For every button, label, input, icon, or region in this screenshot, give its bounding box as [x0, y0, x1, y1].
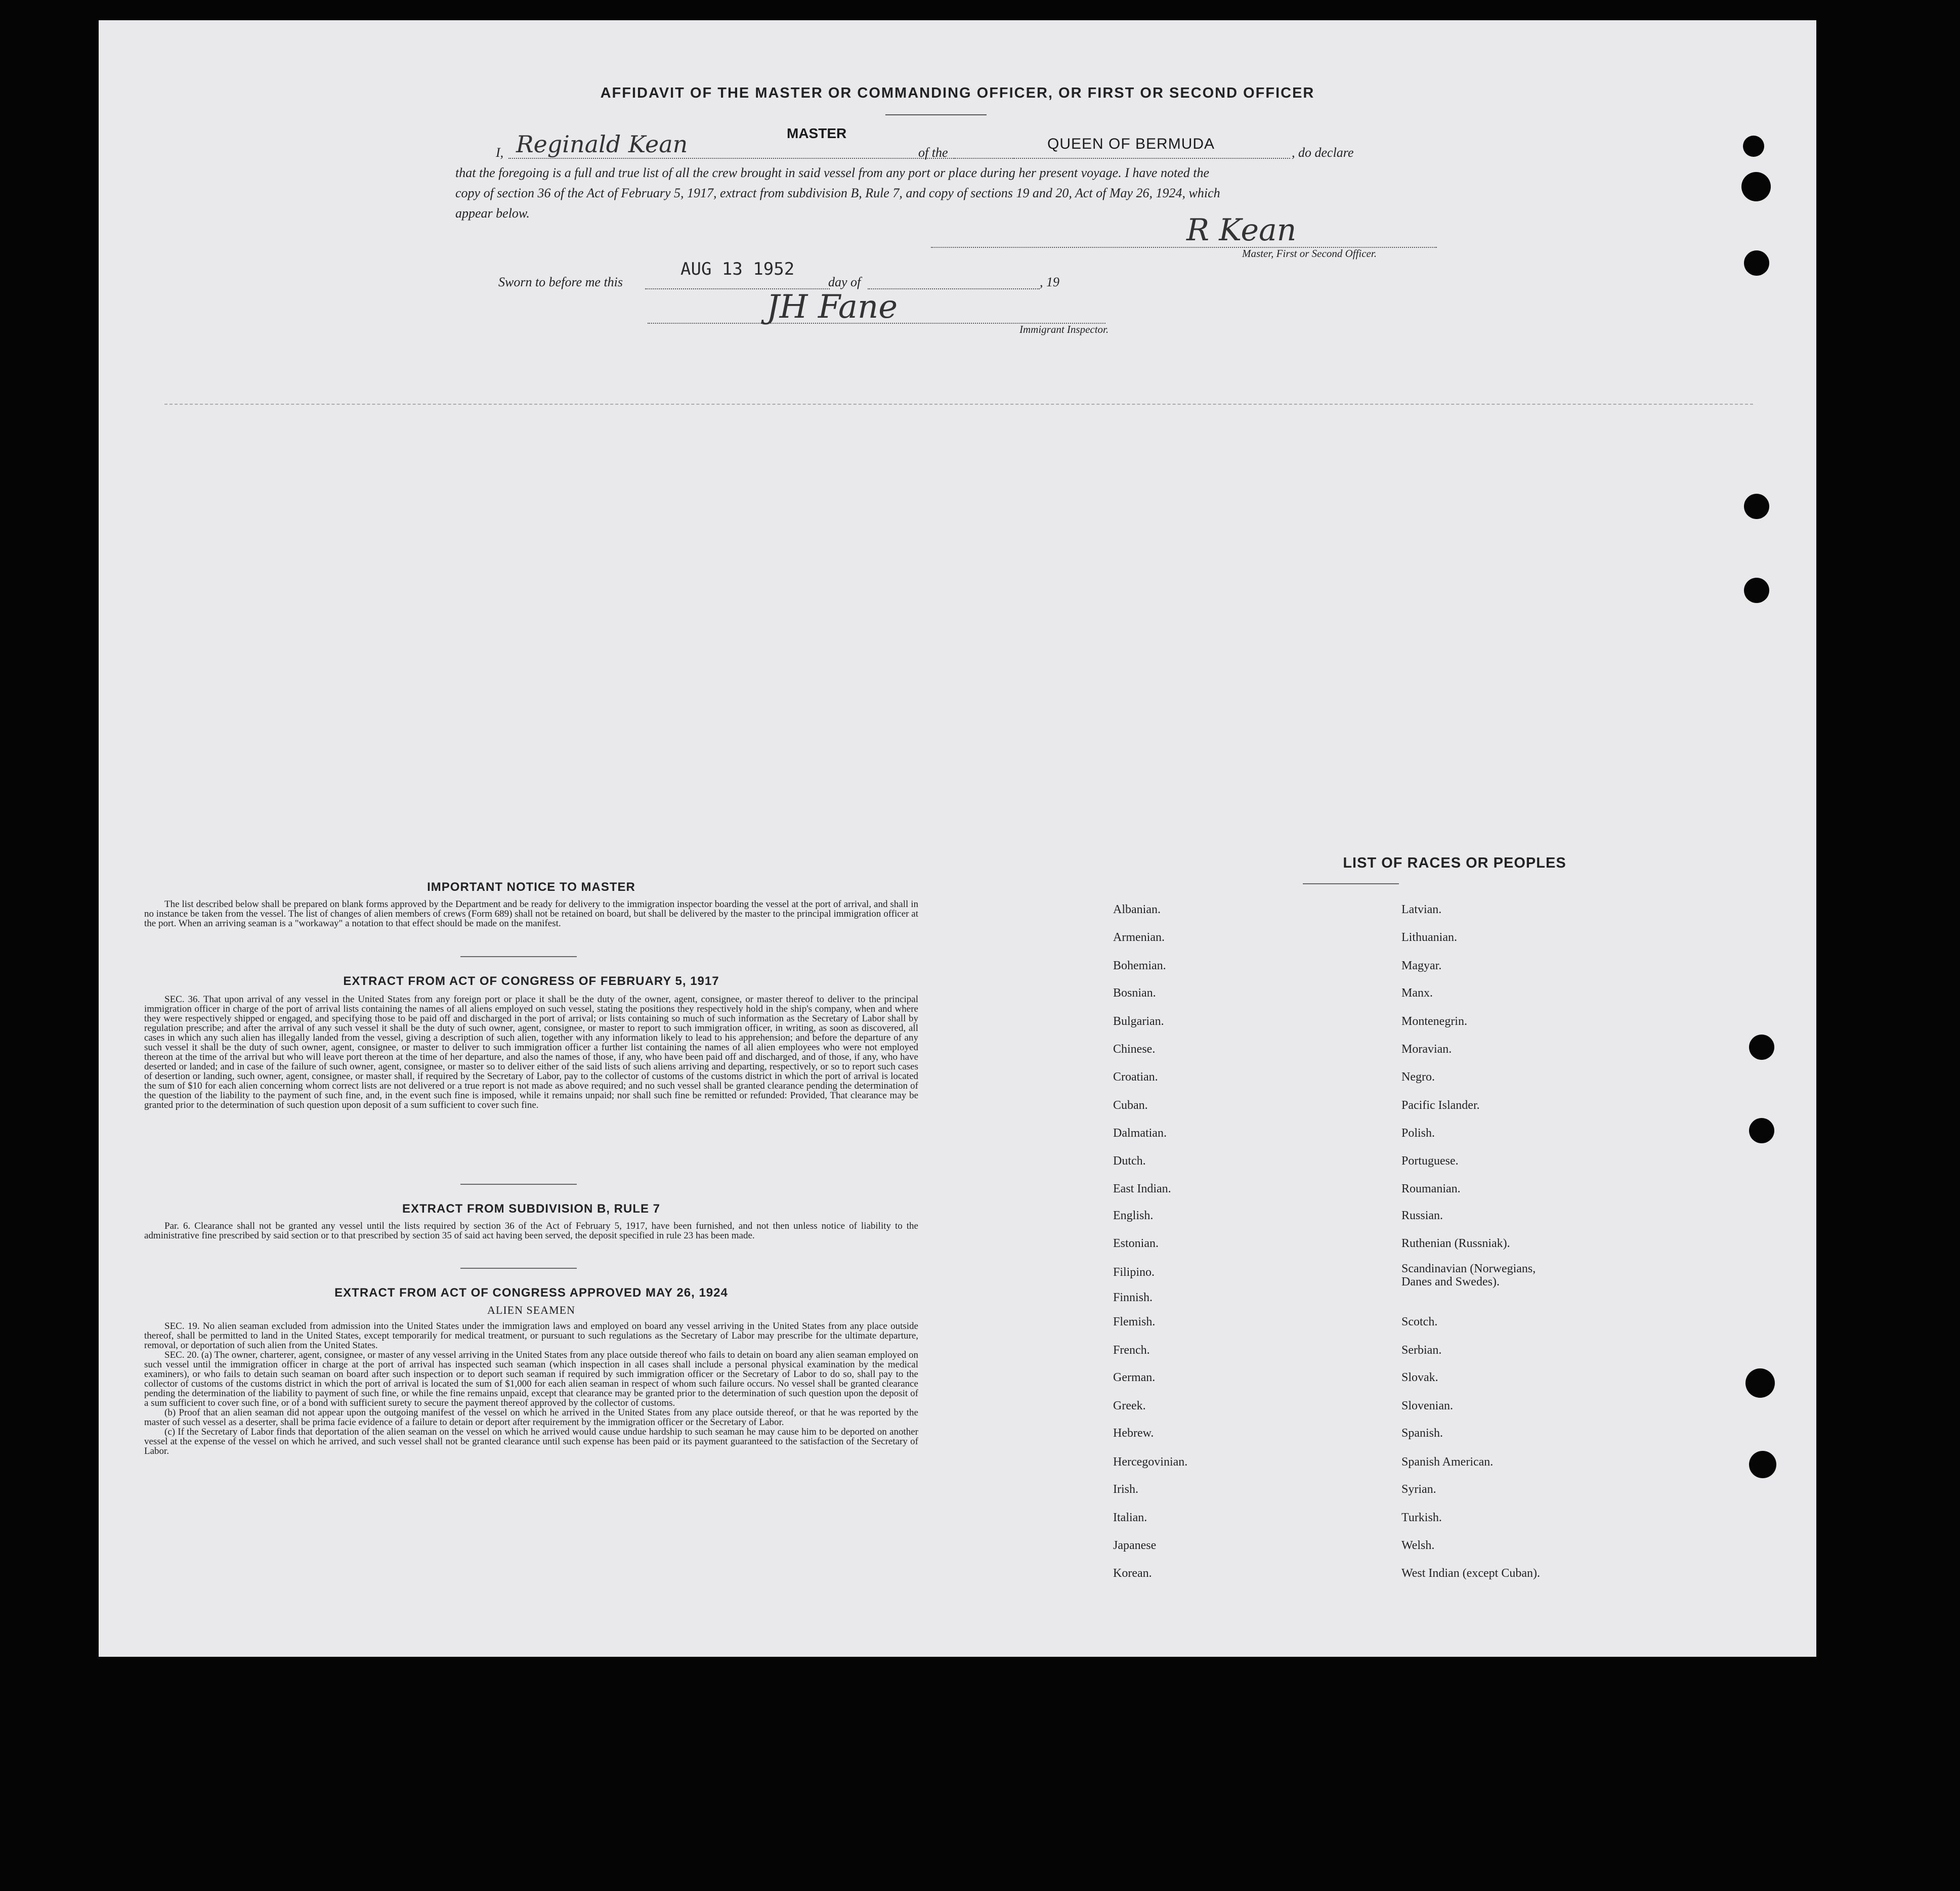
extract3-sec20b: (b) Proof that an alien seaman did not appear upon the outgoing manifest of the vessel on which he arrived in the United States from any place outside thereof, or that he was reported by the master of such vessel as a deserter, shall be prima facie evidence of a failure to detain or deport after requirement by the immigration officer or the Secretary of Labor.	[144, 1407, 918, 1428]
i-label: I,	[496, 145, 504, 160]
races-divider	[1303, 883, 1399, 884]
race-item: Welsh.	[1401, 1539, 1435, 1552]
extract3-body	[144, 1321, 918, 1456]
year-prefix: , 19	[1040, 275, 1059, 289]
title-divider	[885, 114, 987, 115]
punch-hole	[1749, 1035, 1774, 1060]
extract3-subtitle: ALIEN SEAMEN	[487, 1304, 575, 1316]
notice-divider-2	[460, 1184, 577, 1185]
inspector-signature: JH Fane	[766, 288, 898, 326]
punch-hole	[1749, 1118, 1774, 1143]
race-item: Italian.	[1113, 1511, 1147, 1524]
notice-title: IMPORTANT NOTICE TO MASTER	[427, 880, 635, 894]
race-item: Albanian.	[1113, 903, 1161, 916]
sworn-date-stamp: AUG 13 1952	[680, 259, 795, 279]
master-signature-caption: Master, First or Second Officer.	[1242, 247, 1377, 260]
vessel-name: QUEEN OF BERMUDA	[1047, 136, 1215, 152]
race-item: Latvian.	[1401, 903, 1442, 916]
punch-hole	[1749, 1451, 1776, 1478]
punch-hole	[1741, 172, 1771, 201]
race-item: Spanish.	[1401, 1427, 1443, 1440]
race-item: East Indian.	[1113, 1182, 1171, 1195]
races-title: LIST OF RACES OR PEOPLES	[1343, 855, 1566, 871]
extract3-sec19: SEC. 19. No alien seaman excluded from admission into the United States under the immigration laws and employed on board any vessel arriving in the United States from any place outside thereof, shall be permitted to land in the United States, except temporarily for medical treatment, or pursuant to such regulations as the Secretary of Labor may prescribe for the ultimate departure, removal, or deportation of such alien from the United States.	[144, 1321, 918, 1351]
day-of-label: day of	[828, 275, 861, 289]
notice-body: The list described below shall be prepared on blank forms approved by the Department and be ready for delivery to the immigration inspector boarding the vessel at the port of arrival, and shall in no instance be taken from the vessel. The list of changes of alien members of crews (Form 689) shall not be retained on board, but shall be delivered by the master to the principal immigration officer at the port. When an arriving seaman is a "workaway" a notation to that effect should be made on the manifest.	[144, 899, 918, 929]
master-signature: R Kean	[1186, 212, 1297, 248]
declaration-line-4: appear below.	[455, 206, 530, 221]
race-item: Bulgarian.	[1113, 1015, 1164, 1028]
race-item: Scotch.	[1401, 1315, 1438, 1328]
page-separator	[164, 404, 1753, 405]
punch-hole	[1744, 494, 1769, 519]
race-item: Hebrew.	[1113, 1427, 1154, 1440]
race-item: Hercegovinian.	[1113, 1455, 1188, 1469]
do-declare: , do declare	[1292, 145, 1354, 160]
of-the-label: of the	[918, 145, 948, 160]
race-item: Roumanian.	[1401, 1182, 1461, 1195]
race-item: Manx.	[1401, 986, 1433, 1000]
race-item: Slovenian.	[1401, 1399, 1453, 1412]
sworn-label: Sworn to before me this	[498, 275, 623, 289]
race-item: Montenegrin.	[1401, 1015, 1467, 1028]
extract3-sec20a: SEC. 20. (a) The owner, charterer, agent, consignee, or master of any vessel arriving in the United States from any place outside thereof who fails to detain on board any alien seaman employed on such vessel until the immigration officer in charge at the port of arrival has inspected such seaman (which inspection in all cases shall include a personal physical examination by the medical examiners), or who fails to detain such seaman on board after such inspection or to deport such seaman if required by such immigration officer or the Secretary of Labor to do so, shall pay to the collector of customs of the customs district in which the port of arrival is located the sum of $1,000 for each alien seaman in respect of whom such failure occurs. No vessel shall be granted clearance pending the determination of the liability to payment of such fine, or while the fine remains unpaid, except that clearance may be granted prior to the determination of such question upon the deposit of a sum sufficient to cover such fine, or of a bond with sufficient surety to secure the payment thereof approved by the collector of customs.	[144, 1350, 918, 1408]
affidavit-title: AFFIDAVIT OF THE MASTER OR COMMANDING OFFICER, OR FIRST OR SECOND OFFICER	[600, 85, 1315, 101]
race-item: Bosnian.	[1113, 986, 1156, 1000]
declaration-line-3: copy of section 36 of the Act of February 5, 1917, extract from subdivision B, Rule 7, and copy of sections 19 and 20, Act of May 26, 1924, which	[455, 186, 1220, 200]
document-page	[99, 20, 1816, 1657]
race-item: Slovak.	[1401, 1371, 1438, 1384]
race-item: English.	[1113, 1209, 1154, 1222]
race-item: Serbian.	[1401, 1344, 1442, 1357]
race-item: Armenian.	[1113, 931, 1165, 944]
notice-divider-1	[460, 956, 577, 957]
punch-hole	[1745, 1368, 1775, 1398]
race-item: Dutch.	[1113, 1154, 1146, 1168]
race-item: French.	[1113, 1344, 1150, 1357]
race-item: Croatian.	[1113, 1070, 1158, 1084]
race-item: German.	[1113, 1371, 1156, 1384]
race-item: Turkish.	[1401, 1511, 1442, 1524]
rank-typed: MASTER	[787, 125, 847, 141]
vessel-line	[954, 158, 1290, 159]
race-item: Lithuanian.	[1401, 931, 1457, 944]
race-item: Magyar.	[1401, 959, 1442, 972]
extract1-title: EXTRACT FROM ACT OF CONGRESS OF FEBRUARY 5, 1917	[343, 974, 719, 988]
race-item: Portuguese.	[1401, 1154, 1459, 1168]
race-item: West Indian (except Cuban).	[1401, 1567, 1540, 1580]
race-item: Ruthenian (Russniak).	[1401, 1237, 1510, 1250]
race-item: Irish.	[1113, 1483, 1138, 1496]
race-item: Moravian.	[1401, 1043, 1452, 1056]
race-item: Dalmatian.	[1113, 1127, 1167, 1140]
race-item: Korean.	[1113, 1567, 1152, 1580]
race-item: Finnish.	[1113, 1291, 1153, 1304]
punch-hole	[1744, 250, 1769, 276]
race-item: Pacific Islander.	[1401, 1099, 1480, 1112]
race-item: Bohemian.	[1113, 959, 1166, 972]
notice-divider-3	[460, 1268, 577, 1269]
race-item: Syrian.	[1401, 1483, 1436, 1496]
extract2-title: EXTRACT FROM SUBDIVISION B, RULE 7	[402, 1202, 661, 1216]
extract3-title: EXTRACT FROM ACT OF CONGRESS APPROVED MAY 26, 1924	[334, 1286, 728, 1300]
master-name-handwritten: Reginald Kean	[516, 131, 688, 158]
punch-hole	[1744, 578, 1769, 603]
extract1-body: SEC. 36. That upon arrival of any vessel in the United States from any foreign port or place it shall be the duty of the owner, agent, consignee, or master thereof to deliver to the principal immigration officer in charge of the port of arrival lists containing the names of all aliens employed on such vessel, stating the positions they respectively hold in the ship's company, when and where they were respectively shipped or engaged, and specifying those to be paid off and discharged in the port of arrival; or lists containing so much of such information as the Secretary of Labor shall by regulation prescribe; and after the arrival of any such vessel it shall be the duty of such owner, agent, consignee, or master to report to such immigration officer, in writing, as soon as discovered, all cases in which any such alien has illegally landed from the vessel, giving a description of such alien, together with any information likely to lead to his apprehension; and before the departure of any such vessel it shall be the duty of such owner, agent, consignee, or master to deliver to such immigration officer a further list containing the names of all alien employees who were not employed thereon at the time of the arrival but who will leave port thereon at the time of her departure, and also the names of those, if any, who have been paid off and discharged, and of those, if any, who have deserted or landed; and in case of the failure of such owner, agent, consignee, or master so to deliver either of the said lists of such aliens arriving and departing, respectively, or so to report such cases of desertion or landing, such owner, agent, consignee, or master shall, if required by the Secretary of Labor, pay to the collector of customs of the customs district in which the port of arrival is located the sum of $10 for each alien concerning whom correct lists are not delivered or a true report is not made as above required; and no such vessel shall be granted clearance pending the determination of the question of the liability to the payment of such fine, and, in the event such fine is imposed, while it remains unpaid; nor shall such fine be remitted or refunded: Provided, That clearance may be granted prior to the determination of such question upon deposit of a sum sufficient to cover such fine.	[144, 994, 918, 1110]
race-item: Filipino.	[1113, 1266, 1155, 1279]
race-item: Greek.	[1113, 1399, 1146, 1412]
punch-hole	[1743, 136, 1764, 157]
declaration-line-2: that the foregoing is a full and true list of all the crew brought in said vessel from any port or place during her present voyage. I have noted the	[455, 165, 1209, 180]
race-item: Negro.	[1401, 1070, 1435, 1084]
race-item: Flemish.	[1113, 1315, 1156, 1328]
race-item: Spanish American.	[1401, 1455, 1494, 1469]
race-item: Japanese	[1113, 1539, 1157, 1552]
race-item: Polish.	[1401, 1127, 1435, 1140]
race-item: Russian.	[1401, 1209, 1443, 1222]
race-item: Cuban.	[1113, 1099, 1148, 1112]
race-item: Estonian.	[1113, 1237, 1159, 1250]
race-item: Chinese.	[1113, 1043, 1156, 1056]
extract3-sec20c: (c) If the Secretary of Labor finds that deportation of the alien seaman on the vessel on which he arrived would cause undue hardship to such seaman he may cause him to be deported on another vessel at the expense of the vessel on which he arrived, and such vessel shall not be granted clearance until such expense has been paid or its payment guaranteed to the satisfaction of the Secretary of Labor.	[144, 1427, 918, 1456]
extract2-body: Par. 6. Clearance shall not be granted any vessel until the lists required by section 36 of the Act of February 5, 1917, have been furnished, and not then unless notice of liability to the administrative fine prescribed by said section or to that prescribed by section 35 of said act having been served, the deposit specified in rule 23 has been made.	[144, 1221, 918, 1241]
race-item: Scandinavian (Norwegians, Danes and Swedes).	[1401, 1262, 1536, 1288]
inspector-caption: Immigrant Inspector.	[1019, 323, 1109, 335]
